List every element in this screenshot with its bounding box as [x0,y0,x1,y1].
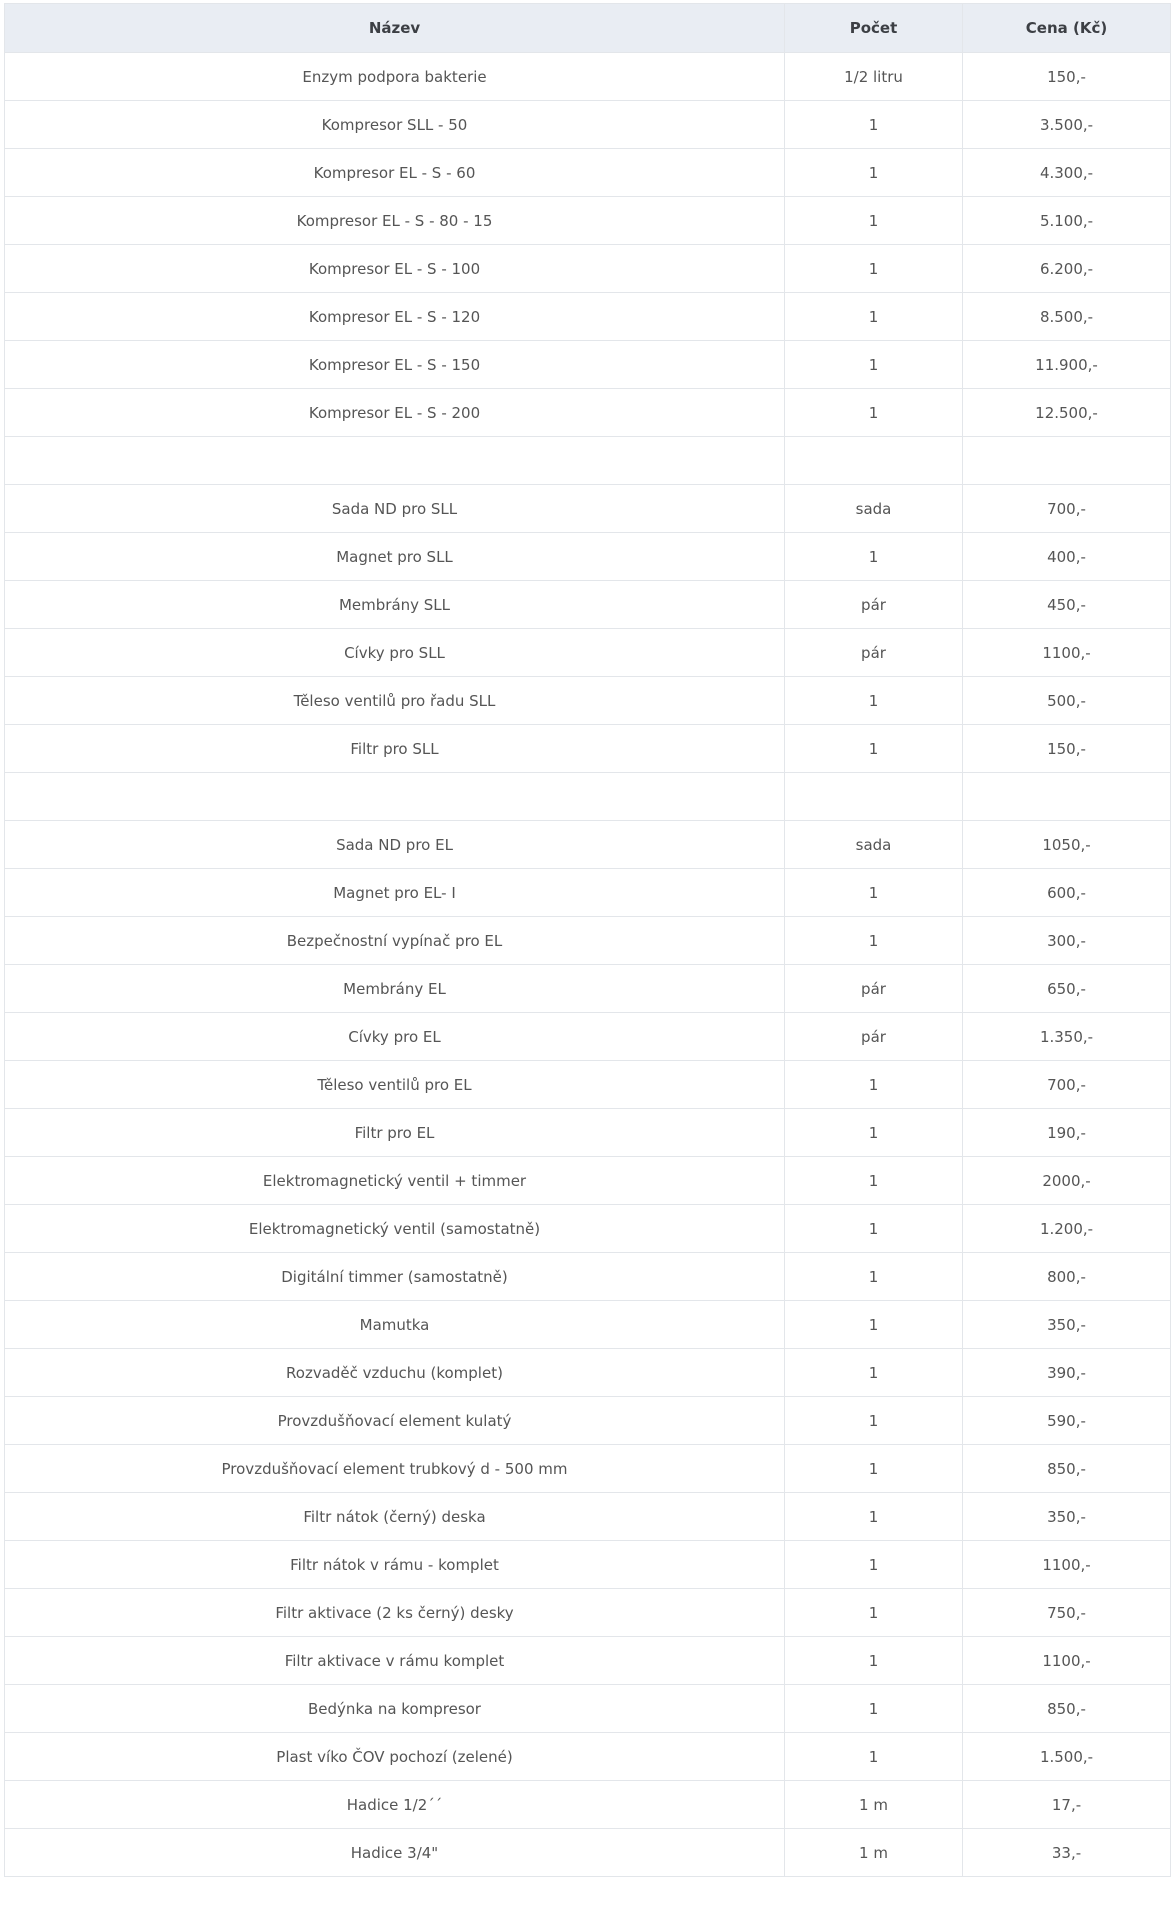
cell-name: Mamutka [5,1301,785,1349]
table-row [5,389,1171,437]
cell-name: Těleso ventilů pro řadu SLL [5,677,785,725]
cell-quantity: 1 m [785,1829,963,1877]
cell-price: 1100,- [963,1637,1171,1685]
cell-name: Elektromagnetický ventil (samostatně) [5,1205,785,1253]
table-row [5,1157,1171,1205]
cell-name: Filtr nátok (černý) deska [5,1493,785,1541]
table-row [5,1781,1171,1829]
table-row [5,293,1171,341]
cell-quantity: 1 [785,1493,963,1541]
cell-name: Cívky pro SLL [5,629,785,677]
table-row [5,1349,1171,1397]
cell-name: Kompresor SLL - 50 [5,101,785,149]
table-row [5,53,1171,101]
cell-price: 350,- [963,1493,1171,1541]
cell-quantity: 1 [785,533,963,581]
cell-price: 600,- [963,869,1171,917]
table-row [5,1445,1171,1493]
cell-price: 350,- [963,1301,1171,1349]
cell-name: Sada ND pro EL [5,821,785,869]
cell-name: Rozvaděč vzduchu (komplet) [5,1349,785,1397]
table-row [5,677,1171,725]
cell-name: Sada ND pro SLL [5,485,785,533]
table-row [5,917,1171,965]
table-row [5,1253,1171,1301]
cell-price: 390,- [963,1349,1171,1397]
cell-name: Digitální timmer (samostatně) [5,1253,785,1301]
table-row [5,341,1171,389]
cell-quantity: 1 [785,1349,963,1397]
column-header-quantity: Počet [785,4,963,53]
cell-price: 1.200,- [963,1205,1171,1253]
table-row [5,1589,1171,1637]
cell-quantity: 1 [785,1301,963,1349]
cell-quantity: 1 [785,677,963,725]
cell-price: 33,- [963,1829,1171,1877]
cell-quantity: 1 [785,725,963,773]
cell-price: 650,- [963,965,1171,1013]
table-row [5,101,1171,149]
cell-price: 11.900,- [963,341,1171,389]
cell-name: Bedýnka na kompresor [5,1685,785,1733]
cell-name: Hadice 3/4" [5,1829,785,1877]
cell-quantity: pár [785,581,963,629]
table-row [5,725,1171,773]
cell-price: 190,- [963,1109,1171,1157]
table-row [5,1301,1171,1349]
table-row [5,1685,1171,1733]
cell-name: Kompresor EL - S - 60 [5,149,785,197]
cell-name: Kompresor EL - S - 120 [5,293,785,341]
cell-quantity: 1 [785,1061,963,1109]
cell-quantity: 1 [785,1109,963,1157]
cell-name [5,773,785,821]
table-row [5,773,1171,821]
table-row [5,869,1171,917]
cell-quantity: pár [785,965,963,1013]
cell-price: 150,- [963,53,1171,101]
cell-price: 150,- [963,725,1171,773]
cell-quantity: 1 [785,1445,963,1493]
cell-quantity: 1 [785,1589,963,1637]
cell-name: Kompresor EL - S - 100 [5,245,785,293]
cell-quantity: 1 m [785,1781,963,1829]
cell-quantity: sada [785,821,963,869]
cell-quantity: 1 [785,389,963,437]
table-row [5,1061,1171,1109]
cell-name: Enzym podpora bakterie [5,53,785,101]
cell-name: Magnet pro SLL [5,533,785,581]
table-row [5,1829,1171,1877]
table-row [5,533,1171,581]
cell-name: Membrány EL [5,965,785,1013]
cell-name: Filtr pro EL [5,1109,785,1157]
cell-price: 1100,- [963,629,1171,677]
cell-quantity: 1 [785,149,963,197]
cell-price [963,437,1171,485]
cell-name: Provzdušňovací element trubkový d - 500 mm [5,1445,785,1493]
table-row [5,1205,1171,1253]
cell-price: 8.500,- [963,293,1171,341]
cell-name: Hadice 1/2´´ [5,1781,785,1829]
cell-name: Magnet pro EL- I [5,869,785,917]
table-row [5,581,1171,629]
cell-price: 850,- [963,1685,1171,1733]
table-row [5,149,1171,197]
cell-quantity: pár [785,1013,963,1061]
cell-name: Kompresor EL - S - 200 [5,389,785,437]
table-row [5,1541,1171,1589]
cell-quantity: 1 [785,1541,963,1589]
table-row [5,437,1171,485]
cell-quantity: 1 [785,917,963,965]
cell-name: Membrány SLL [5,581,785,629]
cell-name: Filtr aktivace v rámu komplet [5,1637,785,1685]
cell-name: Kompresor EL - S - 150 [5,341,785,389]
cell-quantity: 1 [785,341,963,389]
cell-name: Těleso ventilů pro EL [5,1061,785,1109]
cell-price: 700,- [963,1061,1171,1109]
cell-name: Cívky pro EL [5,1013,785,1061]
table-row [5,629,1171,677]
cell-name: Elektromagnetický ventil + timmer [5,1157,785,1205]
table-row [5,1013,1171,1061]
table-row [5,245,1171,293]
cell-quantity: 1 [785,1733,963,1781]
column-header-price: Cena (Kč) [963,4,1171,53]
table-row [5,1733,1171,1781]
cell-quantity: 1 [785,197,963,245]
cell-name: Filtr nátok v rámu - komplet [5,1541,785,1589]
cell-price: 300,- [963,917,1171,965]
cell-name: Filtr aktivace (2 ks černý) desky [5,1589,785,1637]
cell-quantity: 1 [785,1397,963,1445]
cell-quantity: 1 [785,245,963,293]
cell-quantity [785,437,963,485]
cell-name: Provzdušňovací element kulatý [5,1397,785,1445]
cell-quantity: 1 [785,1637,963,1685]
cell-price: 700,- [963,485,1171,533]
price-table [4,3,1171,1877]
cell-name: Bezpečnostní vypínač pro EL [5,917,785,965]
cell-quantity: sada [785,485,963,533]
column-header-name: Název [5,4,785,53]
cell-quantity: 1 [785,1205,963,1253]
cell-price: 1.500,- [963,1733,1171,1781]
table-body [5,53,1171,1877]
table-row [5,965,1171,1013]
cell-quantity: pár [785,629,963,677]
cell-name: Plast víko ČOV pochozí (zelené) [5,1733,785,1781]
table-header [5,4,1171,53]
table-row [5,485,1171,533]
cell-price: 1.350,- [963,1013,1171,1061]
cell-quantity: 1 [785,101,963,149]
table-row [5,1493,1171,1541]
cell-price: 450,- [963,581,1171,629]
header-row [5,4,1171,53]
cell-price: 400,- [963,533,1171,581]
cell-quantity: 1 [785,1685,963,1733]
cell-quantity: 1 [785,1253,963,1301]
cell-price: 4.300,- [963,149,1171,197]
cell-quantity: 1 [785,1157,963,1205]
cell-quantity [785,773,963,821]
cell-quantity: 1 [785,869,963,917]
cell-name [5,437,785,485]
table-row [5,821,1171,869]
cell-price: 750,- [963,1589,1171,1637]
cell-price: 5.100,- [963,197,1171,245]
table-row [5,1397,1171,1445]
table-row [5,1109,1171,1157]
cell-price: 2000,- [963,1157,1171,1205]
cell-price: 800,- [963,1253,1171,1301]
cell-price [963,773,1171,821]
cell-price: 850,- [963,1445,1171,1493]
cell-quantity: 1/2 litru [785,53,963,101]
cell-quantity: 1 [785,293,963,341]
cell-price: 12.500,- [963,389,1171,437]
cell-price: 6.200,- [963,245,1171,293]
cell-name: Kompresor EL - S - 80 - 15 [5,197,785,245]
cell-price: 500,- [963,677,1171,725]
cell-price: 3.500,- [963,101,1171,149]
table-row [5,197,1171,245]
cell-price: 17,- [963,1781,1171,1829]
cell-name: Filtr pro SLL [5,725,785,773]
table-row [5,1637,1171,1685]
cell-price: 1050,- [963,821,1171,869]
cell-price: 590,- [963,1397,1171,1445]
cell-price: 1100,- [963,1541,1171,1589]
